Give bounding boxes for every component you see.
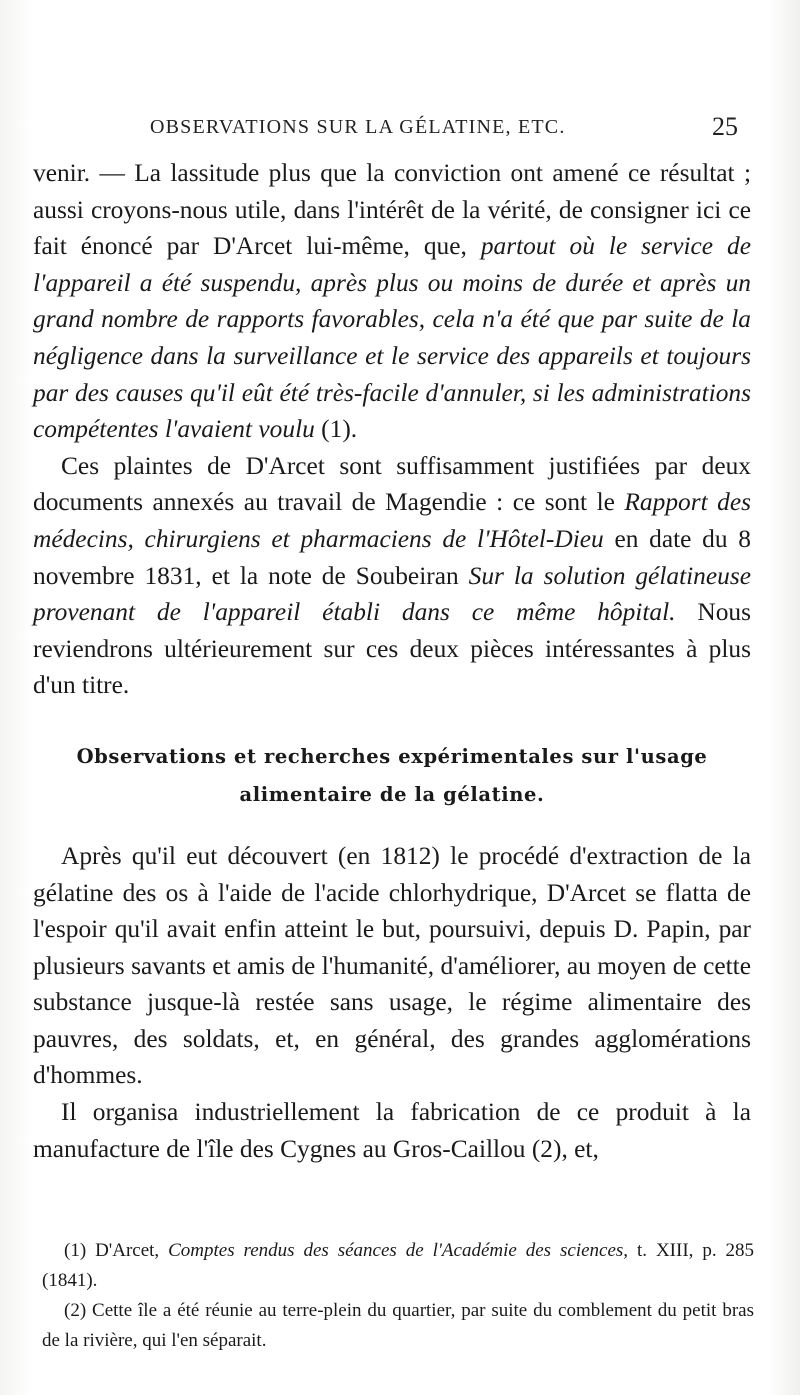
section-heading-line-1: Observations et recherches expérimentales sur l'usage — [76, 744, 708, 768]
paragraph-text: en date du 8 novembre 1831, et la note de Soubeiran — [33, 524, 751, 590]
footnote-text: t. XIII, p. 285 (1841). — [42, 1240, 754, 1291]
footnote-text: (1) D'Arcet, — [64, 1240, 169, 1261]
section-heading-line-2: alimentaire de la gélatine. — [239, 782, 545, 806]
paragraph-text: venir. — La lassitude plus que la conviction ont amené ce résultat ; aussi croyons-nous utile, dans l'intérêt de la vérité, de consigner ici ce fait énoncé par D'Arcet lui-même, que, — [33, 159, 751, 261]
report-title-italic: Rapport des médecins, chirurgiens et pharmaciens de l'Hôtel-Dieu — [33, 488, 752, 553]
footnote-italic-title: Comptes rendus des séances de l'Académie des sciences, — [168, 1240, 629, 1261]
footnote-ref: (1). — [314, 415, 358, 444]
page-header — [0, 112, 800, 144]
paragraph-discovery: Après qu'il eut découvert (en 1812) le procédé d'extraction de la gélatine des os à l'aide de l'acide chlorhydrique, D'Arcet se flatta de l'espoir qu'il avait enfin atteint le but, poursuivi, depuis D. Papin, par plusieurs savants et amis de l'humanité, d'améliorer, au moyen de cette substance jusque-là restée sans usage, le régime alimentaire des pauvres, des soldats, et, en général, des grandes agglomérations d'hommes. — [33, 841, 751, 1090]
paragraph-text: Nous reviendrons ultérieurement sur ces deux pièces intéressantes à plus d'un titre. — [33, 598, 751, 700]
body-text — [33, 155, 751, 1167]
footnote-1 — [42, 1236, 754, 1296]
section-heading — [33, 738, 751, 814]
paragraph-text: Ces plaintes de D'Arcet sont suffisamment justifiées par deux documents annexés au travail de Magendie : ce sont le — [33, 451, 751, 517]
footnote-2: (2) Cette île a été réunie au terre-plein du quartier, par suite du comblement du petit bras de la rivière, qui l'en séparait. — [42, 1300, 754, 1351]
paragraph-organisation: Il organisa industriellement la fabrication de ce produit à la manufacture de l'île des Cygnes au Gros-Caillou (2), et, — [33, 1098, 751, 1163]
note-title-italic: Sur la solution gélatineuse provenant de l'appareil établi dans ce même hôpital. — [33, 561, 751, 627]
paragraph-continuation — [33, 155, 751, 448]
quotation-italic: partout où le service de l'appareil a été suspendu, après plus ou moins de durée et après un grand nombre de rapports favorables, cela n'a été que par suite de la négligence dans la surveillance et le service des appareils et toujours par des causes qu'il eût été très-facile d'annuler, si les administrations compétentes l'avaient voulu — [33, 232, 751, 444]
page-number: 25 — [712, 112, 738, 141]
running-head: OBSERVATIONS SUR LA GÉLATINE, ETC. — [150, 116, 566, 138]
paragraph-complaints — [33, 448, 751, 704]
footnotes — [42, 1236, 754, 1356]
